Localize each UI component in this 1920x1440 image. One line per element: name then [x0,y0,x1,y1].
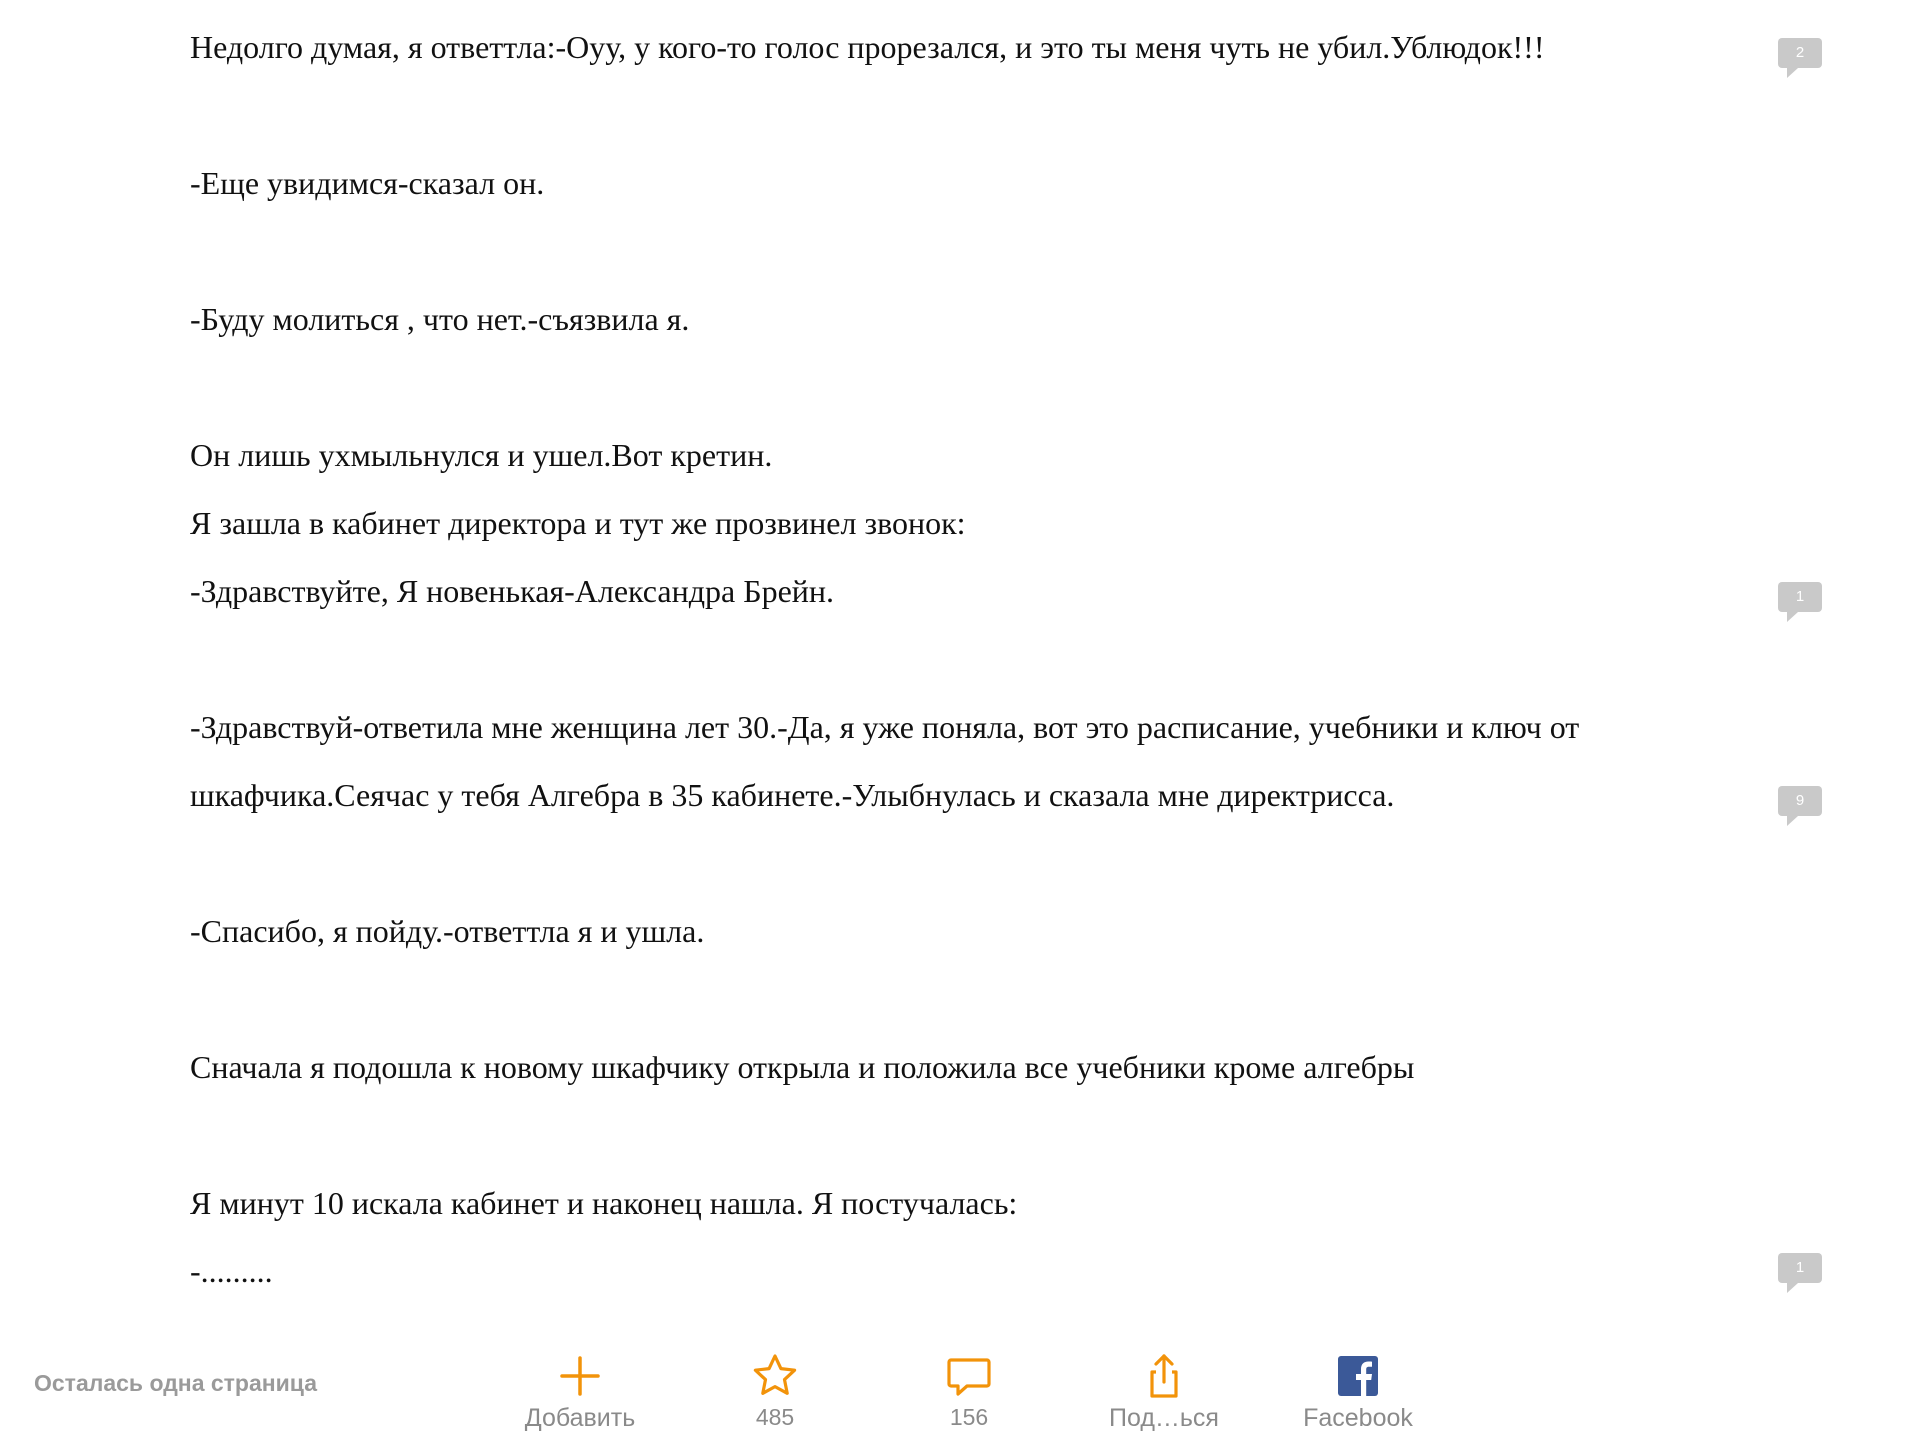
comments-button[interactable] [884,1352,1054,1440]
story-paragraph: шкафчика.Сеячас у тебя Алгебра в 35 кабинете.-Улыбнулась и сказала мне директрисса. [190,777,1395,813]
facebook-icon [1334,1352,1382,1400]
facebook-share-button[interactable] [1273,1352,1443,1440]
inline-comment-bubble[interactable]: 1 [1778,582,1822,612]
story-paragraph: Сначала я подошла к новому шкафчику открыла и положила все учебники кроме алгебры [190,1049,1415,1085]
story-paragraph: Недолго думая, я ответтла:-Оуу, у кого-то голос прорезался, и это ты меня чуть не убил.Ублюдок!!! [190,29,1545,65]
story-paragraph: -Спасибо, я пойду.-ответтла я и ушла. [190,913,705,949]
story-paragraph: -Здравствуйте, Я новенькая-Александра Брейн. [190,573,835,609]
inline-comment-bubble[interactable]: 9 [1778,786,1822,816]
story-paragraph: -Еще увидимся-сказал он. [190,165,545,201]
story-paragraph: -Буду молиться , что нет.-съязвила я. [190,301,690,337]
share-button[interactable] [1079,1352,1249,1440]
comments-count: 156 [949,1404,989,1430]
story-paragraph: Я минут 10 искала кабинет и наконец нашла. Я постучалась: [190,1185,1018,1221]
story-paragraph: -......... [190,1253,273,1289]
pages-remaining-label: Осталась одна страница [34,1370,318,1396]
bottom-toolbar [0,1330,1920,1440]
story-paragraph: -Здравствуй-ответила мне женщина лет 30.-Да, я уже поняла, вот это расписание, учебники и ключ от [190,709,1580,745]
add-label: Добавить [524,1404,636,1432]
plus-icon [556,1352,604,1400]
star-icon [751,1352,799,1400]
share-icon [1140,1352,1188,1400]
story-paragraph: Он лишь ухмыльнулся и ушел.Вот кретин. [190,437,773,473]
votes-count: 485 [755,1404,795,1430]
vote-button[interactable] [690,1352,860,1440]
story-paragraph: Я зашла в кабинет директора и тут же прозвинел звонок: [190,505,966,541]
inline-comment-bubble[interactable]: 2 [1778,38,1822,68]
add-to-library-button[interactable] [495,1352,665,1440]
share-label: Под…ься [1109,1404,1219,1432]
facebook-label: Facebook [1303,1404,1413,1432]
inline-comment-bubble[interactable]: 1 [1778,1253,1822,1283]
speech-bubble-icon [945,1352,993,1400]
